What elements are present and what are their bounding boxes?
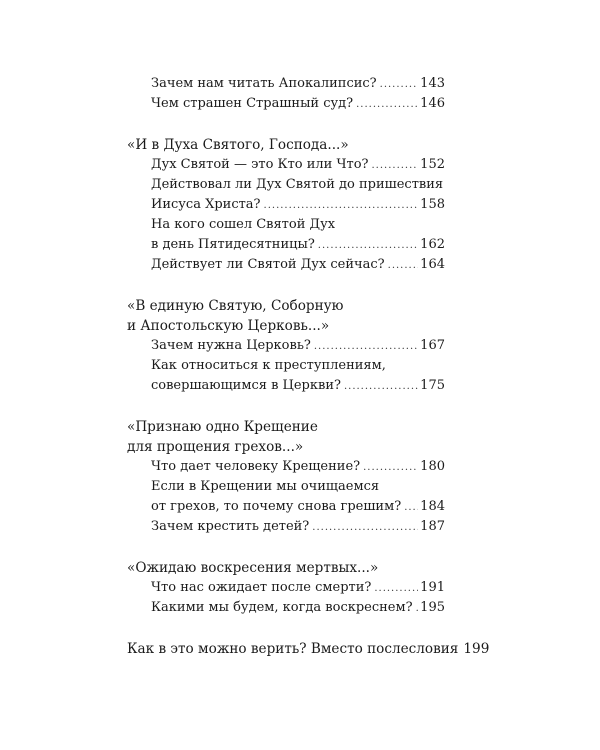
toc-page-number: 184 [420, 499, 445, 514]
toc-entry[interactable] [127, 235, 445, 255]
toc-page-number: 175 [420, 378, 445, 393]
toc-entry[interactable] [127, 336, 445, 356]
toc-entry-closing[interactable] [127, 639, 490, 659]
toc-entry[interactable] [127, 598, 445, 618]
section-heading: для прощения грехов...» [127, 439, 304, 455]
toc-entry-title: в день Пятидесятницы? [151, 237, 315, 252]
toc-entry[interactable] [127, 195, 445, 215]
dot-leader [404, 498, 418, 518]
toc-page-number: 146 [420, 96, 445, 111]
toc-entry-title: Дух Святой — это Кто или Что? [151, 157, 369, 172]
dot-leader [380, 75, 419, 95]
dot-leader [356, 95, 418, 115]
toc-entry[interactable] [127, 155, 445, 175]
toc-page-number: 180 [420, 459, 445, 474]
toc-entry-title: Что дает человеку Крещение? [151, 459, 361, 474]
toc-entry[interactable] [127, 578, 445, 598]
toc-entry[interactable] [127, 255, 445, 275]
toc-page-number: 195 [420, 600, 445, 615]
table-of-contents [127, 74, 490, 659]
dot-leader [372, 156, 419, 176]
dot-leader [374, 579, 418, 599]
toc-entry[interactable] [127, 497, 445, 517]
dot-leader [312, 518, 418, 538]
toc-page-number: 164 [420, 257, 445, 272]
toc-page-number: 143 [420, 76, 445, 91]
section-heading: и Апостольскую Церковь...» [127, 318, 330, 334]
toc-entry-title: совершающимся в Церкви? [151, 378, 341, 393]
toc-page-number: 199 [463, 641, 490, 657]
section-heading: «Ожидаю воскресения мертвых...» [127, 560, 379, 576]
toc-entry-title: Иисуса Христа? [151, 197, 261, 212]
toc-page-number: 191 [420, 580, 445, 595]
toc-entry-title-line: Если в Крещении мы очищаемся [151, 479, 380, 494]
toc-entry-title: Какими мы будем, когда воскреснем? [151, 600, 413, 615]
toc-entry-title: Как в это можно верить? Вместо послесловия [127, 641, 459, 657]
dot-leader [363, 458, 418, 478]
toc-entry-title-line: На кого сошел Святой Дух [151, 217, 336, 232]
toc-page-number: 158 [420, 197, 445, 212]
dot-leader [344, 377, 418, 397]
toc-entry-title: от грехов, то почему снова грешим? [151, 499, 402, 514]
toc-entry-title-line: Как относиться к преступлениям, [151, 358, 386, 373]
toc-entry-title: Зачем нужна Церковь? [151, 338, 311, 353]
section-heading: «В единую Святую, Соборную [127, 298, 344, 314]
toc-entry[interactable] [127, 457, 445, 477]
dot-leader [318, 236, 418, 256]
toc-entry-title: Что нас ожидает после смерти? [151, 580, 372, 595]
toc-entry[interactable] [127, 376, 445, 396]
dot-leader [264, 196, 419, 216]
dot-leader [388, 256, 419, 276]
dot-leader [314, 337, 418, 357]
toc-entry[interactable] [127, 94, 445, 114]
toc-page-number: 162 [420, 237, 445, 252]
toc-entry-title: Зачем крестить детей? [151, 519, 310, 534]
toc-page-number: 152 [420, 157, 445, 172]
toc-entry-title: Действует ли Святой Дух сейчас? [151, 257, 385, 272]
toc-entry-title-line: Действовал ли Дух Святой до пришествия [151, 177, 444, 192]
section-heading: «И в Духа Святого, Господа...» [127, 137, 349, 153]
toc-page-number: 167 [420, 338, 445, 353]
toc-entry[interactable] [127, 517, 445, 537]
section-heading: «Признаю одно Крещение [127, 419, 318, 435]
toc-entry-title: Зачем нам читать Апокалипсис? [151, 76, 377, 91]
dot-leader [416, 599, 419, 619]
toc-page-number: 187 [420, 519, 445, 534]
toc-entry-title: Чем страшен Страшный суд? [151, 96, 354, 111]
toc-entry[interactable] [127, 74, 445, 94]
